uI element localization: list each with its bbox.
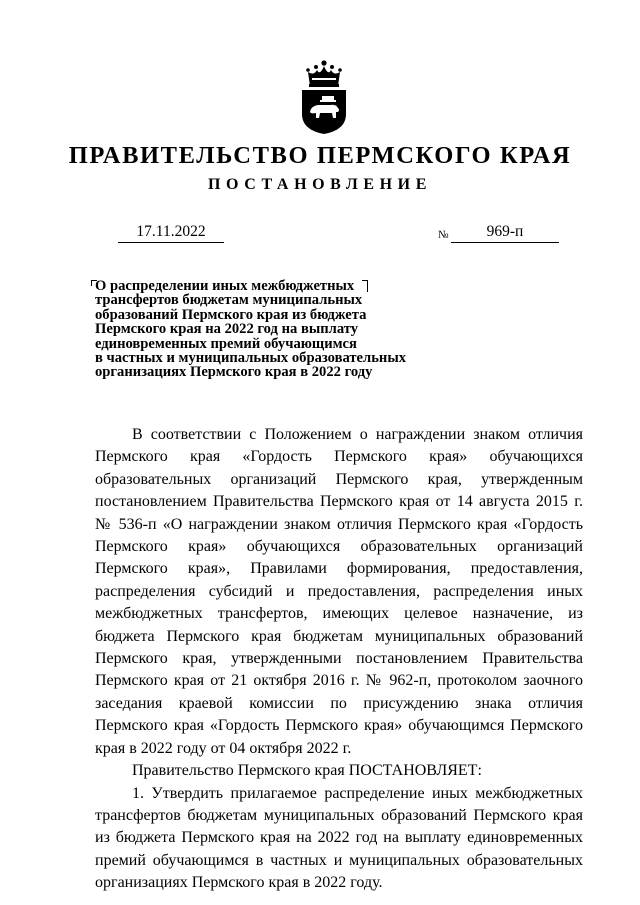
number-sign: № <box>438 229 449 241</box>
document-number: 969-п <box>451 223 559 243</box>
document-subject <box>95 279 425 380</box>
subject-line: трансфертов бюджетам муниципальных <box>95 292 363 309</box>
subject-line: в частных и муниципальных образовательных <box>95 350 407 367</box>
subject-line: О распределении иных межбюджетных <box>95 278 355 294</box>
coat-of-arms-icon <box>296 56 352 136</box>
government-title: ПРАВИТЕЛЬСТВО ПЕРМСКОГО КРАЯ <box>68 142 572 169</box>
clause-1-paragraph: 1. Утвердить прилагаемое распределение иных межбюджетных трансфертов бюджетам муниципальных образований Пермского края из бюджета Пермского края на 2022 год на выплату единовременных премий обучающимся в частных и муниципальных образовательных организациях Пермского края в 2022 году. <box>95 784 583 892</box>
subject-line: Пермского края на 2022 год на выплату <box>95 321 359 338</box>
resolution-paragraph: Правительство Пермского края ПОСТАНОВЛЯЕТ: <box>132 762 482 780</box>
subject-line: организациях Пермского края в 2022 году <box>95 364 373 381</box>
document-date: 17.11.2022 <box>118 223 224 243</box>
document-body <box>95 424 583 895</box>
preamble-paragraph: В соответствии с Положением о награждении знаком отличия Пермского края «Гордость Пермского края» обучающихся образовательных организаций Пермского края, утвержденным постановлением Правительства Пермского края от 14 августа 2015 г. № 536-п «О награждении знаком отличия Пермского края «Гордость Пермского края» обучающихся образовательных организаций Пермского края», Правилами формирования, предоставления, распределения субсидий и предоставления, распределения иных межбюджетных трансфертов, имеющих целевое назначение, из бюджета Пермского края бюджетам муниципальных образований Пермского края, утвержденными постановлением Правительства Пермского края от 21 октября 2016 г. № 962-п, протоколом заочного заседания краевой комиссии по присуждению знака отличия Пермского края «Гордость Пермского края» обучающимся Пермского края в 2022 году от 04 октября 2022 г. <box>95 426 583 757</box>
subject-line: единовременных премий обучающимся <box>95 335 357 352</box>
document-type: ПОСТАНОВЛЕНИЕ <box>208 176 432 193</box>
subject-line: образований Пермского края из бюджета <box>95 306 367 323</box>
